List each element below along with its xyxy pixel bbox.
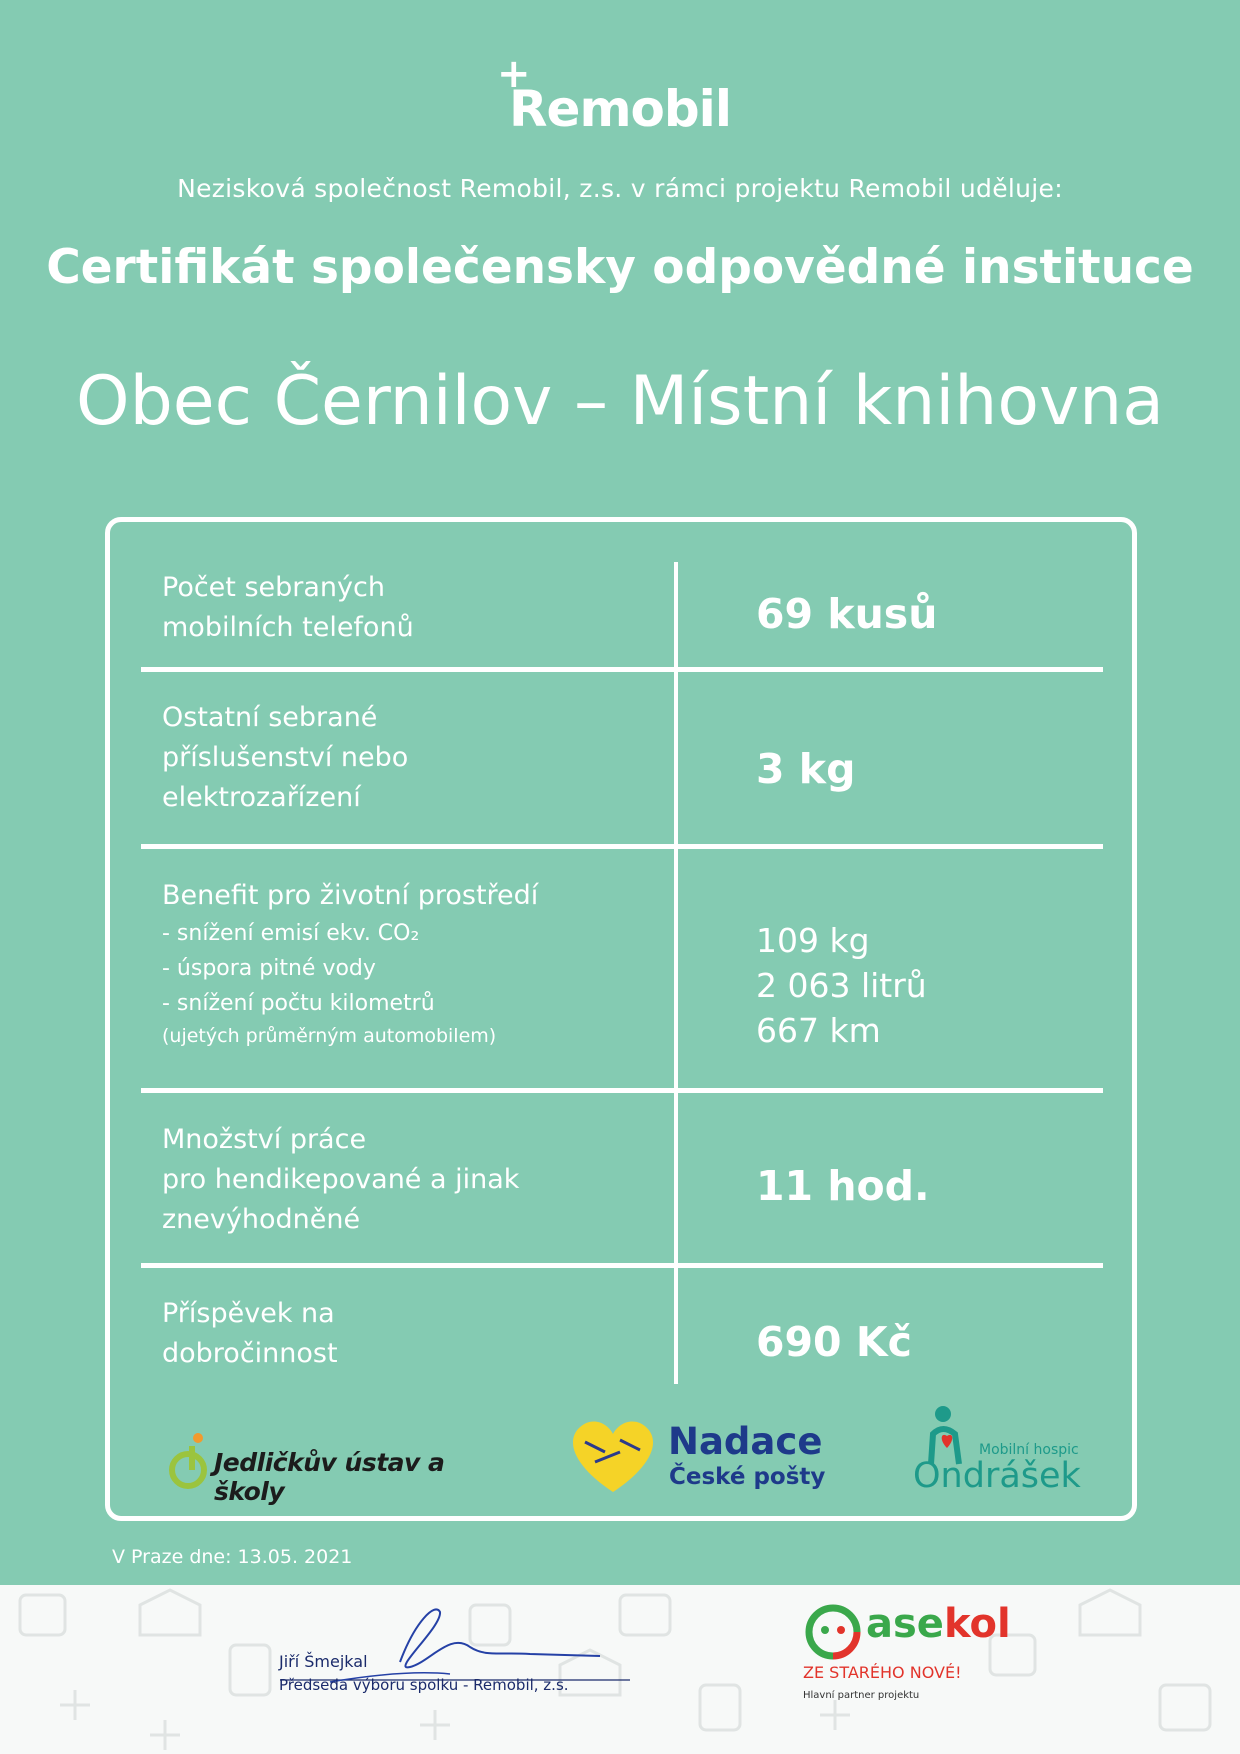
charity-value: 690 Kč — [756, 1318, 912, 1366]
asekol-partner-note: Hlavní partner projektu — [803, 1690, 920, 1701]
certificate-title: Certifikát společensky odpovědné instituce — [46, 240, 1194, 295]
work-label: Množství práce pro hendikepované a jinak znevýhodněné — [162, 1124, 520, 1235]
remobil-logo — [0, 51, 1240, 138]
row-divider — [141, 1088, 1103, 1093]
signatory-role: Předseda výboru spolku - Remobil, z.s. — [279, 1676, 569, 1694]
row-divider — [141, 667, 1103, 672]
heart-icon — [565, 1412, 661, 1498]
recipient-name: Obec Černilov – Místní knihovna — [76, 362, 1164, 441]
plus-icon: + — [497, 51, 531, 97]
wheelchair-icon — [166, 1430, 210, 1490]
logo-wordmark: Remobil — [509, 80, 731, 138]
charity-label: Příspěvek na dobročinnost — [162, 1298, 338, 1369]
ondrasek-logo: Mobilní hospic Ondrášek — [915, 1404, 981, 1474]
work-value: 11 hod. — [756, 1162, 930, 1210]
row-divider — [141, 844, 1103, 849]
phones-value: 69 kusů — [756, 590, 938, 638]
row-divider — [141, 1263, 1103, 1268]
accessories-value: 3 kg — [756, 745, 856, 793]
asekol-slogan: ZE STARÉHO NOVÉ! — [803, 1663, 962, 1682]
intro-text: Nezisková společnost Remobil, z.s. v rámci projektu Remobil uděluje: — [177, 174, 1063, 203]
environment-values: 109 kg 2 063 litrů 667 km — [756, 921, 927, 1050]
accessories-label: Ostatní sebrané příslušenství nebo elektrozařízení — [162, 702, 409, 813]
signatory-name: Jiří Šmejkal — [279, 1652, 368, 1671]
column-divider — [674, 562, 678, 1384]
phones-label: Počet sebraných mobilních telefonů — [162, 572, 414, 643]
asekol-icon — [805, 1604, 861, 1660]
asekol-wordmark: asekol — [866, 1601, 1011, 1647]
nadace-ceske-posty-logo: Nadace České pošty — [565, 1412, 661, 1502]
jedlicka-logo: Jedličkův ústav a školy — [166, 1430, 210, 1494]
date-text: V Praze dne: 13.05. 2021 — [112, 1546, 353, 1568]
environment-label: Benefit pro životní prostředí - snížení emisí ekv. CO₂ - úspora pitné vody - snížení počtu kilometrů (ujetých průměrným automobilem) — [162, 880, 539, 1047]
